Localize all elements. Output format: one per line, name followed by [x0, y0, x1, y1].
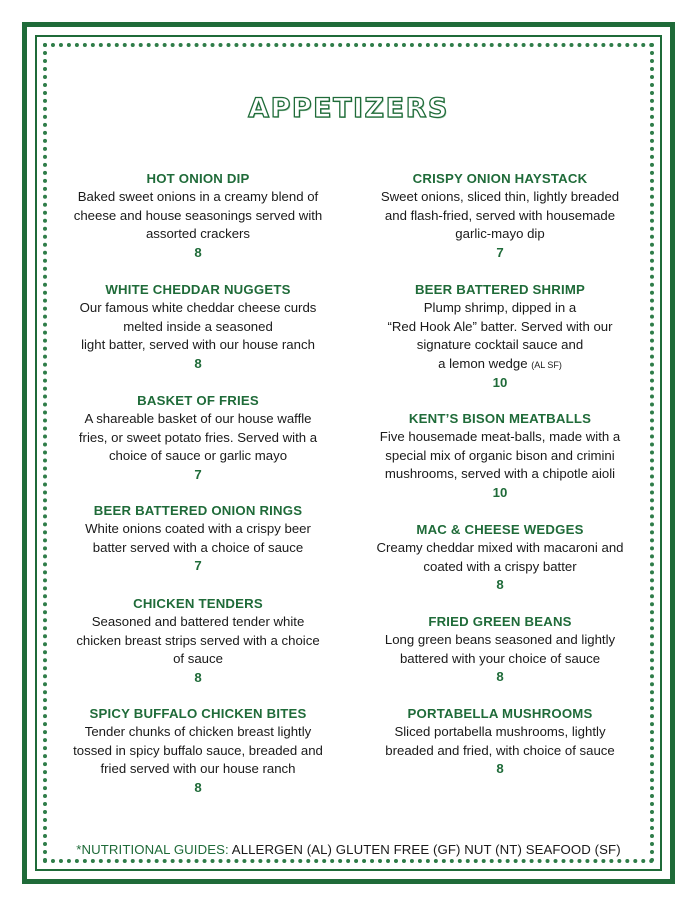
- item-description: White onions coated with a crispy beer batter served with a choice of sauce: [85, 521, 311, 555]
- item-price: 8: [194, 355, 202, 371]
- allergen-tag: (AL SF): [531, 359, 562, 370]
- item-price: 8: [496, 761, 504, 776]
- item-price: 7: [194, 466, 202, 482]
- item-price: 10: [492, 375, 508, 390]
- item-name: CHICKEN TENDERS: [133, 596, 263, 611]
- menu-item: [48, 281, 348, 392]
- menu-item: [48, 502, 348, 595]
- item-description: Our famous white cheddar cheese curds melted inside a seasoned light batter, served with our house ranch: [79, 300, 317, 352]
- page-title: APPETIZERS: [248, 93, 449, 124]
- menu-item: [350, 410, 650, 521]
- item-name: PORTABELLA MUSHROOMS: [407, 706, 593, 721]
- item-name: CRISPY ONION HAYSTACK: [412, 171, 588, 186]
- menu-item: [350, 170, 650, 281]
- menu-item: [350, 613, 650, 705]
- item-name: SPICY BUFFALO CHICKEN BITES: [89, 706, 307, 721]
- item-price: 8: [496, 577, 504, 592]
- menu-item: [48, 170, 348, 281]
- menu-item: [48, 705, 348, 797]
- item-price: 8: [194, 669, 202, 685]
- item-description: A shareable basket of our house waffle fries, or sweet potato fries. Served with a choice of sauce or garlic mayo: [78, 411, 318, 463]
- item-name: WHITE CHEDDAR NUGGETS: [105, 282, 291, 297]
- menu-column-left: [48, 170, 348, 797]
- item-price: 8: [194, 779, 202, 795]
- item-name: MAC & CHEESE WEDGES: [416, 522, 584, 537]
- item-name: FRIED GREEN BEANS: [428, 614, 572, 629]
- item-description: Plump shrimp, dipped in a “Red Hook Ale” batter. Served with our signature cocktail sauce and a lemon wedge (AL SF): [387, 300, 613, 371]
- item-description: Sweet onions, sliced thin, lightly breaded and flash-fried, served with housemade garlic-mayo dip: [380, 189, 620, 241]
- menu-item: [48, 595, 348, 705]
- item-name: HOT ONION DIP: [146, 171, 250, 186]
- item-description: Seasoned and battered tender white chicken breast strips served with a choice of sauce: [76, 614, 320, 666]
- item-price: 8: [194, 244, 202, 260]
- item-price: 10: [492, 484, 508, 500]
- nutritional-guide-text: ALLERGEN (AL) GLUTEN FREE (GF) NUT (NT) SEAFOOD (SF): [231, 842, 621, 857]
- item-name: BASKET OF FRIES: [137, 393, 259, 408]
- item-description: Baked sweet onions in a creamy blend of cheese and house seasonings served with assorted crackers: [73, 189, 323, 241]
- item-name: KENT’S BISON MEATBALLS: [408, 411, 592, 426]
- item-price: 7: [194, 558, 202, 573]
- item-price: 7: [496, 244, 504, 260]
- nutritional-guide: [0, 842, 697, 857]
- menu-item: [350, 705, 650, 779]
- item-price: 8: [496, 669, 504, 684]
- item-description: Creamy cheddar mixed with macaroni and coated with a crispy batter: [376, 540, 624, 574]
- item-description: Tender chunks of chicken breast lightly tossed in spicy buffalo sauce, breaded and fried served with our house ranch: [73, 724, 323, 776]
- menu-column-right: [350, 170, 650, 779]
- item-description: Long green beans seasoned and lightly battered with your choice of sauce: [384, 632, 616, 666]
- menu-item: [350, 281, 650, 410]
- item-name: BEER BATTERED SHRIMP: [414, 282, 586, 297]
- nutritional-guide-label: *NUTRITIONAL GUIDES:: [76, 842, 229, 857]
- item-description: Five housemade meat-balls, made with a special mix of organic bison and crimini mushrooms, served with a chipotle aioli: [379, 429, 621, 481]
- menu-item: [350, 521, 650, 613]
- item-description: Sliced portabella mushrooms, lightly breaded and fried, with choice of sauce: [385, 724, 615, 758]
- item-name: BEER BATTERED ONION RINGS: [93, 503, 303, 518]
- menu-item: [48, 392, 348, 502]
